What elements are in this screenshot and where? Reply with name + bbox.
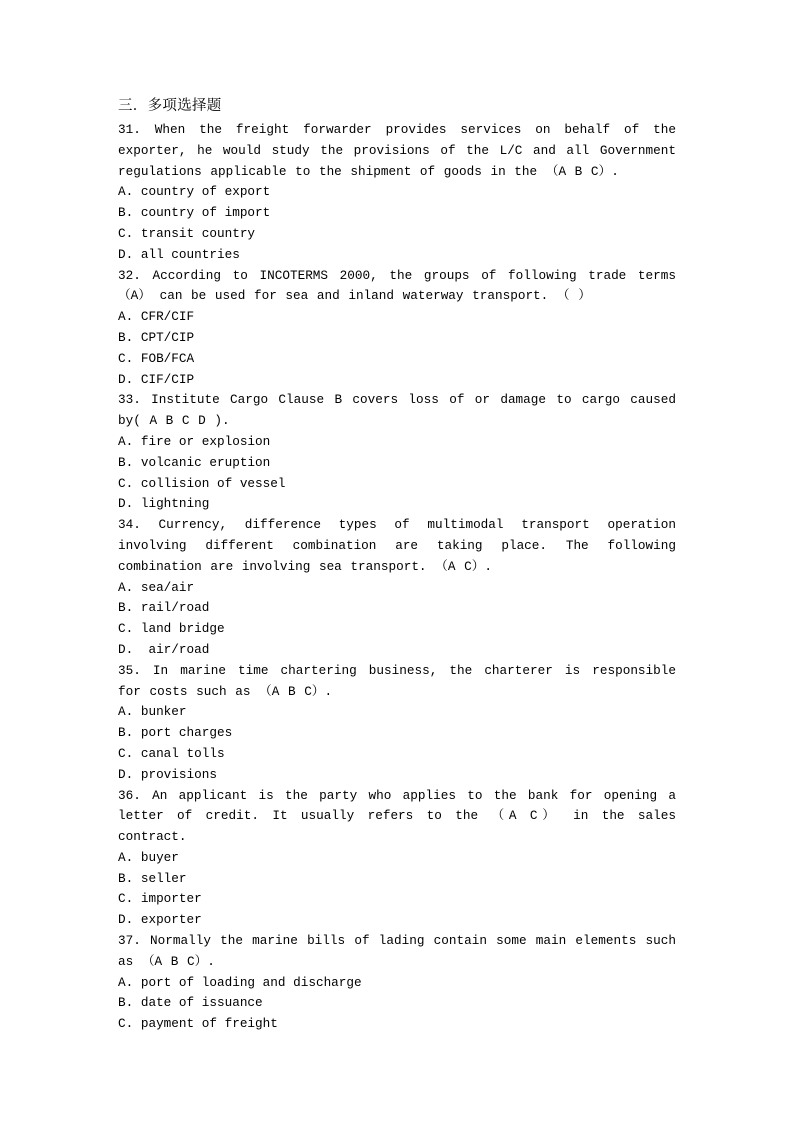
question-option: B. date of issuance [118, 995, 263, 1011]
question-option: A. fire or explosion [118, 433, 271, 449]
question-option: B. country of import [118, 205, 271, 221]
question-32 [118, 266, 676, 391]
question-option: A. port of loading and discharge [118, 974, 362, 990]
question-option: B. seller [118, 870, 187, 886]
question-option: B. rail/road [118, 600, 210, 616]
question-option: D. provisions [118, 766, 217, 782]
question-option: A. CFR/CIF [118, 309, 195, 325]
question-option: B. CPT/CIP [118, 329, 195, 345]
question-stem: 32. According to INCOTERMS 2000, the groups of following trade terms （A） can be used for sea and inland waterway transport. （ ） [118, 267, 676, 304]
question-option: C. payment of freight [118, 1016, 278, 1032]
question-stem: 37. Normally the marine bills of lading contain some main elements such as （A B C）. [118, 933, 676, 969]
question-stem: 31. When the freight forwarder provides services on behalf of the exporter, he would study the provisions of the L/C and all Government regulations applicable to the shipment of goods in the （A B C）. [118, 122, 676, 179]
question-option: D. air/road [118, 641, 210, 657]
question-option: B. port charges [118, 725, 233, 741]
question-option: C. land bridge [118, 621, 225, 637]
question-option: A. buyer [118, 849, 179, 865]
question-option: A. sea/air [118, 579, 195, 595]
question-35 [118, 661, 676, 786]
question-option: D. lightning [118, 496, 210, 512]
question-36 [118, 786, 676, 932]
question-option: C. canal tolls [118, 745, 225, 761]
section-heading: 三．多项选择题 [118, 98, 222, 114]
question-stem: 33. Institute Cargo Clause B covers loss of or damage to cargo caused by( A B C D ). [118, 392, 676, 429]
question-34 [118, 515, 676, 661]
question-33 [118, 390, 676, 515]
question-option: C. FOB/FCA [118, 350, 195, 366]
question-stem: 34. Currency, difference types of multimodal transport operation involving different combination are taking place. The following combination are involving sea transport. （A C）. [118, 517, 676, 574]
question-option: D. all countries [118, 246, 240, 262]
question-option: C. collision of vessel [118, 475, 286, 491]
question-option: D. exporter [118, 912, 202, 928]
question-option: D. CIF/CIP [118, 371, 195, 387]
question-31 [118, 120, 676, 266]
question-37 [118, 931, 676, 1035]
question-option: C. transit country [118, 225, 256, 241]
question-stem: 35. In marine time chartering business, the charterer is responsible for costs such as （A B C）. [118, 662, 676, 699]
question-option: B. volcanic eruption [118, 454, 271, 470]
question-option: A. bunker [118, 704, 187, 720]
question-stem: 36. An applicant is the party who applies to the bank for opening a letter of credit. It usually refers to the （A C） in the sales contract. [118, 787, 676, 845]
question-option: A. country of export [118, 184, 271, 200]
question-option: C. importer [118, 891, 202, 907]
